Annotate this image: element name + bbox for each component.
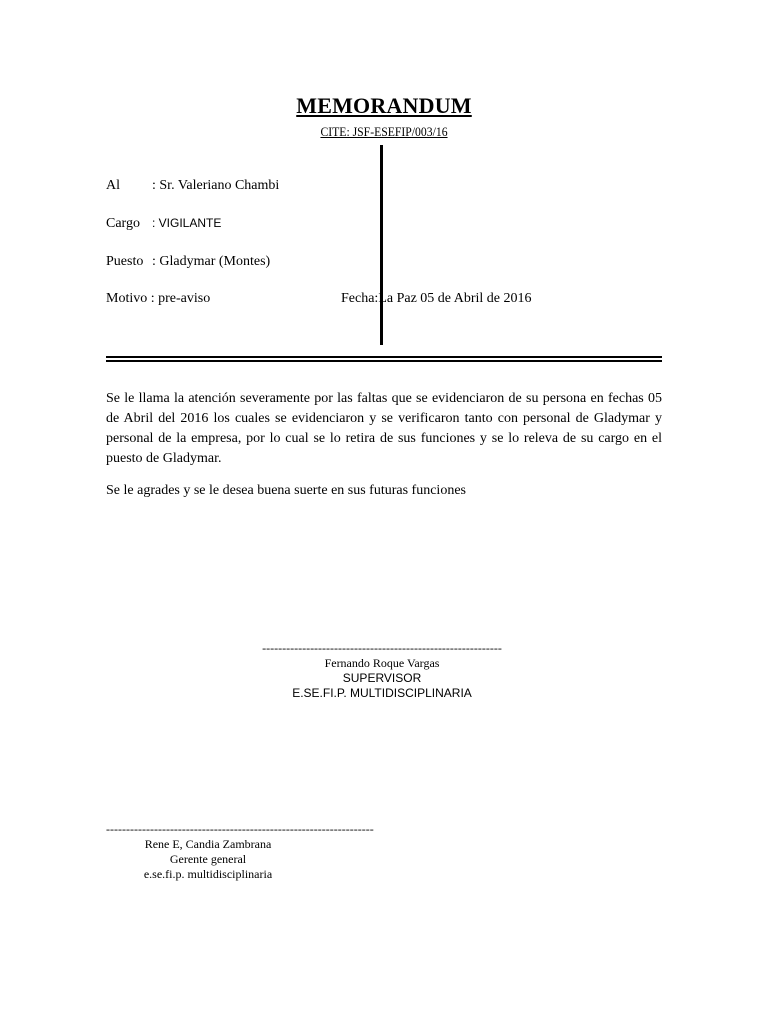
memorandum-title: MEMORANDUM [296, 93, 472, 118]
field-cargo-label: Cargo [106, 216, 140, 231]
supervisor-organization: E.SE.FI.P. MULTIDISCIPLINARIA [292, 686, 472, 700]
cite-reference: CITE: JSF-ESEFIP/003/16 [320, 124, 448, 139]
field-motivo-text: Motivo : pre-aviso [106, 291, 211, 306]
body-paragraph-1: Se le llama la atención severamente por las faltas que se evidenciaron de su persona en fechas 05 de Abril del 2016 los cuales se evidenciaron y se verificaron tanto con personal de Gladymar y personal de la empresa, por lo cual se lo retira de sus funciones y se lo releva de su cargo en el puesto de Gladymar. [106, 391, 662, 466]
field-al-value: : Sr. Valeriano Chambi [152, 178, 280, 193]
supervisor-role: SUPERVISOR [342, 671, 422, 685]
manager-name: Rene E, Candia Zambrana [144, 837, 272, 851]
field-puesto-value: : Gladymar (Montes) [152, 254, 271, 269]
supervisor-name: Fernando Roque Vargas [324, 656, 440, 670]
field-motivo [106, 291, 210, 307]
field-cargo [106, 216, 221, 232]
field-puesto [106, 254, 270, 270]
header-divider-bottom [106, 360, 662, 362]
field-fecha-value: La Paz 05 de Abril de 2016 [378, 291, 532, 306]
body-paragraph-2: Se le agrades y se le desea buena suerte en sus futuras funciones [106, 483, 466, 498]
field-al [106, 178, 279, 194]
field-cargo-value: : VIGILANTE [152, 216, 222, 230]
field-puesto-label: Puesto [106, 254, 144, 269]
field-fecha [341, 291, 532, 307]
manager-signature [106, 822, 386, 882]
header-divider-top [106, 356, 662, 358]
vertical-divider [380, 145, 383, 345]
manager-role: Gerente general [169, 852, 247, 866]
field-al-label: Al [106, 178, 120, 193]
signature-line: ------------------------------------------------------------ [262, 641, 502, 655]
field-fecha-label: Fecha: [341, 291, 379, 306]
signature-line: ------------------------------------------------------------------- [106, 822, 374, 836]
supervisor-signature [252, 641, 512, 701]
manager-organization: e.se.fi.p. multidisciplinaria [143, 867, 273, 881]
